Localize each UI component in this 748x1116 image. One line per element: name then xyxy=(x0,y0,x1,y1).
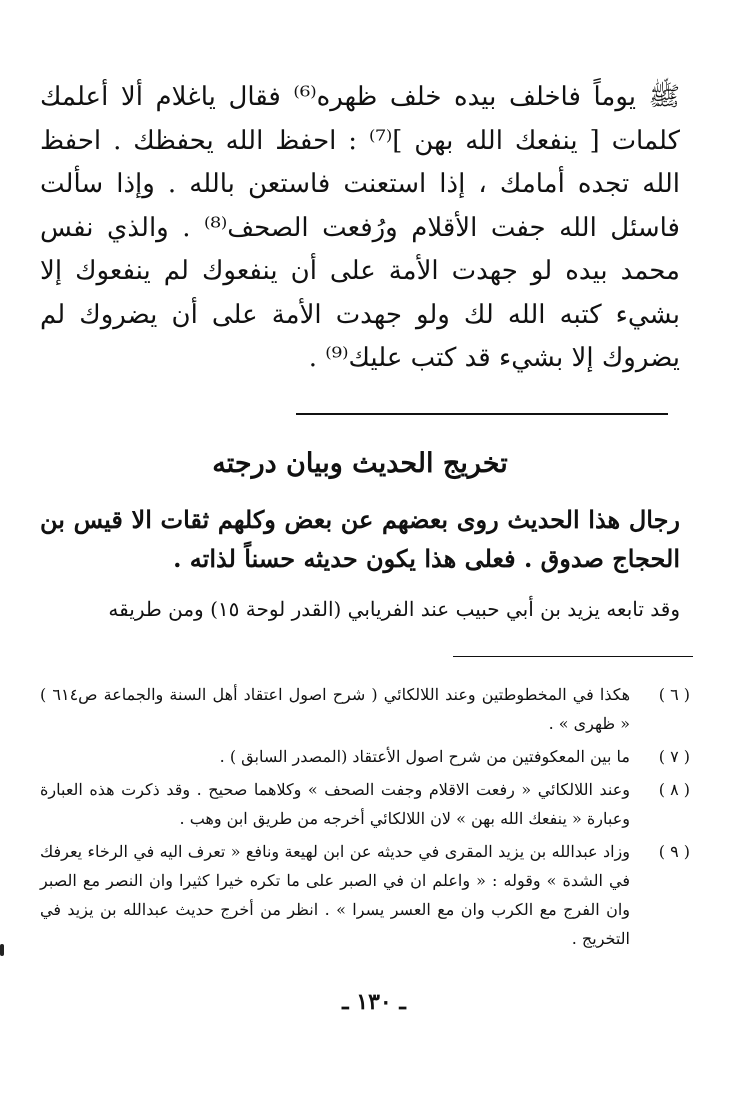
footnote-8 xyxy=(40,775,690,833)
footnote-6 xyxy=(40,680,690,738)
hadith-text-block xyxy=(40,76,680,381)
hadith-text: ﷺ يوماً فاخلف بيده خلف ظهره⁽⁶⁾ فقال ياغلام ألا أعلمك كلمات [ ينفعك الله بهن ]⁽⁷⁾ : احفظ الله يحفظك . احفظ الله تجده أمامك ، إذا استعنت فاستعن بالله . وإذا سألت فاسئل الله جفت الأقلام ورُفعت الصحف⁽⁸⁾ . والذي نفس محمد بيده لو جهدت الأمة على أن ينفعوك لم ينفعوك إلا بشيء كتبه الله لك ولو جهدت الأمة على أن يضروك لم يضروك إلا بشيء قد كتب عليك⁽⁹⁾ . xyxy=(40,82,680,373)
footnote-7 xyxy=(40,742,690,771)
footnote-number: ( ٦ ) xyxy=(658,685,690,704)
footnote-number: ( ٨ ) xyxy=(658,780,690,799)
footnote-9 xyxy=(40,837,690,953)
footnote-number: ( ٩ ) xyxy=(658,842,690,861)
footnote-text: وعند اللالكائي « رفعت الاقلام وجفت الصحف » وكلاهما صحيح . وقد ذكرت هذه العبارة وعبارة « ينفعك الله بهن » لان اللالكائي أخرجه من طريق ابن وهب . xyxy=(40,780,630,828)
section-title: تخريج الحديث وبيان درجته xyxy=(212,448,508,479)
footnote-text: هكذا في المخطوطتين وعند اللالكائي ( شرح اصول اعتقاد أهل السنة والجماعة ص٦١٤ ) « ظهرى » . xyxy=(40,685,631,733)
follow-up-text: وقد تابعه يزيد بن أبي حبيب عند الفريابي (القدر لوحة ١٥) ومن طريقه xyxy=(108,597,680,621)
page-number: ـ ١٣٠ ـ xyxy=(342,989,406,1015)
grading-text: رجال هذا الحديث روى بعضهم عن بعض وكلهم ثقات الا قيس بن الحجاج صدوق . فعلى هذا يكون حديثه حسناً لذاته . xyxy=(40,505,681,573)
footnote-text: وزاد عبدالله بن يزيد المقرى في حديثه عن ابن لهيعة ونافع « تعرف اليه في الرخاء يعرفك في الشدة » وقوله : « واعلم ان في الصبر على ما تكره خيرا كثيرا وان النصر مع الصبر وان الفرج مع الكرب وان مع العسر يسرا » . انظر من أخرج حديث عبدالله بن يزيد في التخريج . xyxy=(40,842,630,948)
footnote-number: ( ٧ ) xyxy=(658,747,690,766)
footnotes xyxy=(40,680,690,957)
footnote-text: ما بين المعكوفتين من شرح اصول الأعتقاد (المصدر السابق ) . xyxy=(219,747,630,766)
footnote-divider xyxy=(453,656,693,657)
scan-mark xyxy=(0,944,4,956)
follow-up-paragraph xyxy=(40,592,680,626)
section-divider xyxy=(296,413,668,415)
grading-paragraph xyxy=(40,500,680,578)
